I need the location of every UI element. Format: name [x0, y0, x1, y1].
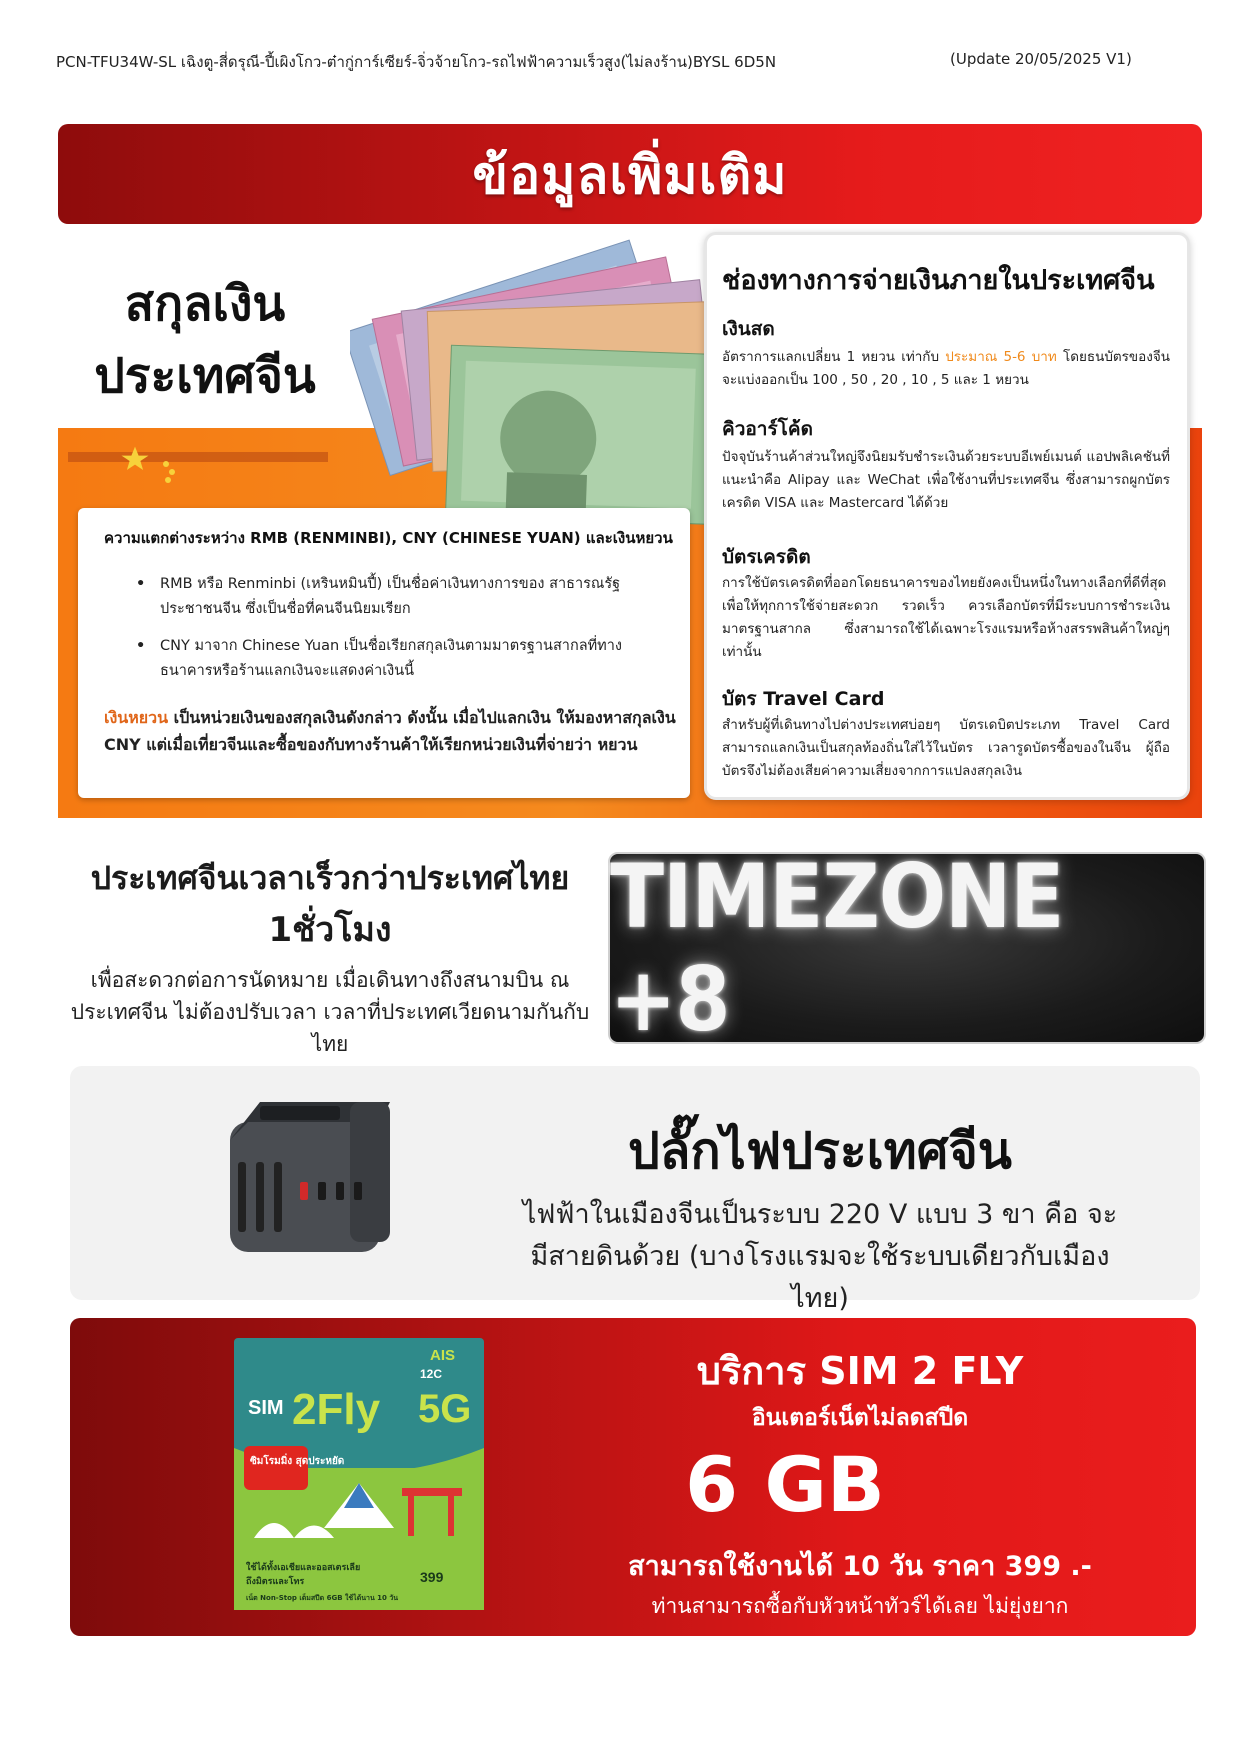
sim-brand: AIS: [430, 1347, 456, 1364]
cash-text-a: อัตราการแลกเปลี่ยน 1 หยวน เท่ากับ: [722, 349, 946, 365]
title-banner: [58, 124, 1202, 224]
credit-heading: บัตรเครดิต: [722, 546, 811, 568]
cash-text-b: โดยธนบัตรของจีนจะแบ่งออกเป็น 100 , 50 , 20 , 10 , 5 และ 1 หยวน: [722, 349, 1170, 388]
sim-name: 2Fly: [292, 1385, 381, 1434]
sim-price-text: สามารถใช้งานได้ 10 วัน ราคา 399 .-: [628, 1551, 1092, 1582]
sim-brand-sub: 12C: [420, 1367, 443, 1381]
bullet-dot: •: [136, 638, 146, 654]
yuan-note: [104, 704, 684, 758]
sim-network: 5G: [418, 1387, 472, 1431]
bullet-text: RMB หรือ Renminbi (เหรินหมินปี้) เป็นชื่อค่าเงินทางการของ สาธารณรัฐประชาชนจีน ซึ่งเป็นชื่อที่คนจีนนิยมเรียก: [160, 576, 621, 617]
sim-title: บริการ SIM 2 FLY: [696, 1349, 1024, 1393]
comparison-heading: ความแตกต่างระหว่าง RMB (RENMINBI), CNY (CHINESE YUAN) และเงินหยวน: [104, 529, 673, 547]
travel-card-text: สำหรับผู้ที่เดินทางไปต่างประเทศบ่อยๆ บัตรเดบิตประเภท Travel Card สามารถแลกเงินเป็นสกุลท้องถิ่นใส่ไว้ในบัตร เวลารูดบัตรซื้อของในจีน ผู้ถือบัตรจึงไม่ต้องเสียค่าความเสี่ยงจากการแปลงสกุลเงิน: [722, 717, 1170, 779]
cash-heading: เงินสด: [722, 318, 775, 340]
qr-heading: คิวอาร์โค้ด: [722, 418, 813, 440]
payment-title: ช่องทางการจ่ายเงินภายในประเทศจีน: [722, 265, 1155, 296]
banner-title: ข้อมูลเพิ่มเติม: [472, 145, 788, 206]
sim-subtitle: อินเตอร์เน็ตไม่ลดสปีด: [751, 1405, 969, 1431]
rate-highlight: ประมาณ 5-6 บาท: [945, 349, 1057, 365]
plug-title: ปลั๊กไฟประเทศจีน: [628, 1122, 1012, 1180]
bullet-text: CNY มาจาก Chinese Yuan เป็นชื่อเรียกสกุลเงินตามมาตรฐานสากลที่ทางธนาคารหรือร้านแลกเงินจะแสดงค่าเงินนี้: [160, 638, 622, 679]
currency-title: [70, 268, 340, 412]
timezone-badge-text: TIMEZONE +8: [610, 845, 1064, 1051]
sim-footer1: ใช้ได้ทั้งเอเชียและออสเตรเลีย: [246, 1563, 361, 1573]
sim-badge: ซิมโรมมิ่ง สุดประหยัด: [250, 1456, 345, 1467]
sim-footer2: ถึงมิตรและโทร: [246, 1577, 305, 1587]
sim-card-image: [234, 1338, 484, 1610]
document-code: PCN-TFU34W-SL เฉิงตู-สี่ดรุณี-ปี้เผิงโกว-ต๋ากู่การ์เซียร์-จิ่วจ้ายโกว-รถไฟฟ้าความเร็วสูง(ไม่ลงร้าน)BYSL 6D5N: [56, 53, 777, 71]
travel-adapter-icon: [200, 1082, 400, 1282]
timezone-info: [60, 856, 600, 1060]
sim-data-amount: 6 GB: [685, 1440, 885, 1529]
banknotes-image: [350, 238, 710, 538]
qr-text: ปัจจุบันร้านค้าส่วนใหญ่จึงนิยมรับชำระเงินด้วยระบบอีเพย์เมนต์ แอปพลิเคชันที่แนะนำคือ Alipay และ WeChat เพื่อใช้งานที่ประเทศจีน ซึ่งสามารถผูกบัตรเครดิต VISA และ Mastercard ได้ด้วย: [722, 449, 1170, 511]
yuan-note-highlight: เงินหยวน: [104, 708, 169, 727]
timezone-badge: [608, 845, 1206, 1051]
china-flag-stars: [68, 446, 328, 486]
sim-name-prefix: SIM: [248, 1397, 284, 1419]
timezone-offset-heading: 1ชั่วโมง: [268, 910, 392, 950]
plug-text: ไฟฟ้าในเมืองจีนเป็นระบบ 220 V แบบ 3 ขา คือ จะมีสายดินด้วย (บางโรงแรมจะใช้ระบบเดียวกับเมืองไทย): [522, 1199, 1118, 1314]
currency-title-line1: สกุลเงิน: [124, 276, 286, 332]
bullet-cny: [136, 634, 670, 684]
bullet-rmb: [136, 572, 670, 622]
cash-text: [722, 346, 1170, 392]
credit-text: การใช้บัตรเครดิตที่ออกโดยธนาคารของไทยยังคงเป็นหนึ่งในทางเลือกที่ดีที่สุด เพื่อให้ทุกการใช้จ่ายสะดวก รวดเร็ว ควรเลือกบัตรที่มีระบบการชำระเงินมาตรฐานสากล ซึ่งสามารถใช้ได้เฉพาะโรงแรมหรือห้างสรรพสินค้าใหญ่ๆเท่านั้น: [722, 575, 1170, 660]
sim-footer3: เน็ต Non-Stop เต็มสปีด 6GB ใช้ได้นาน 10 วัน: [246, 1594, 399, 1602]
timezone-heading: ประเทศจีนเวลาเร็วกว่าประเทศไทย: [90, 859, 570, 897]
yuan-note-text: เป็นหน่วยเงินของสกุลเงินดังกล่าว ดังนั้น เมื่อไปแลกเงิน ให้มองหาสกุลเงิน CNY แต่เมื่อเที่ยวจีนและซื้อของกับทางร้านค้าให้เรียกหน่วยเงินที่จ่ายว่า หยวน: [104, 708, 676, 754]
update-date: (Update 20/05/2025 V1): [950, 50, 1132, 68]
currency-title-line2: ประเทศจีน: [94, 348, 316, 404]
timezone-text: เพื่อสะดวกต่อการนัดหมาย เมื่อเดินทางถึงสนามบิน ณ ประเทศจีน ไม่ต้องปรับเวลา เวลาที่ประเทศเวียดนามกันกับไทย: [70, 968, 590, 1056]
sim-note: ท่านสามารถซื้อกับหัวหน้าทัวร์ได้เลย ไม่ยุ่งยาก: [651, 1594, 1069, 1618]
bullet-dot: •: [136, 576, 146, 592]
sim-price: 399: [420, 1569, 444, 1585]
travel-card-heading: บัตร Travel Card: [722, 688, 885, 710]
